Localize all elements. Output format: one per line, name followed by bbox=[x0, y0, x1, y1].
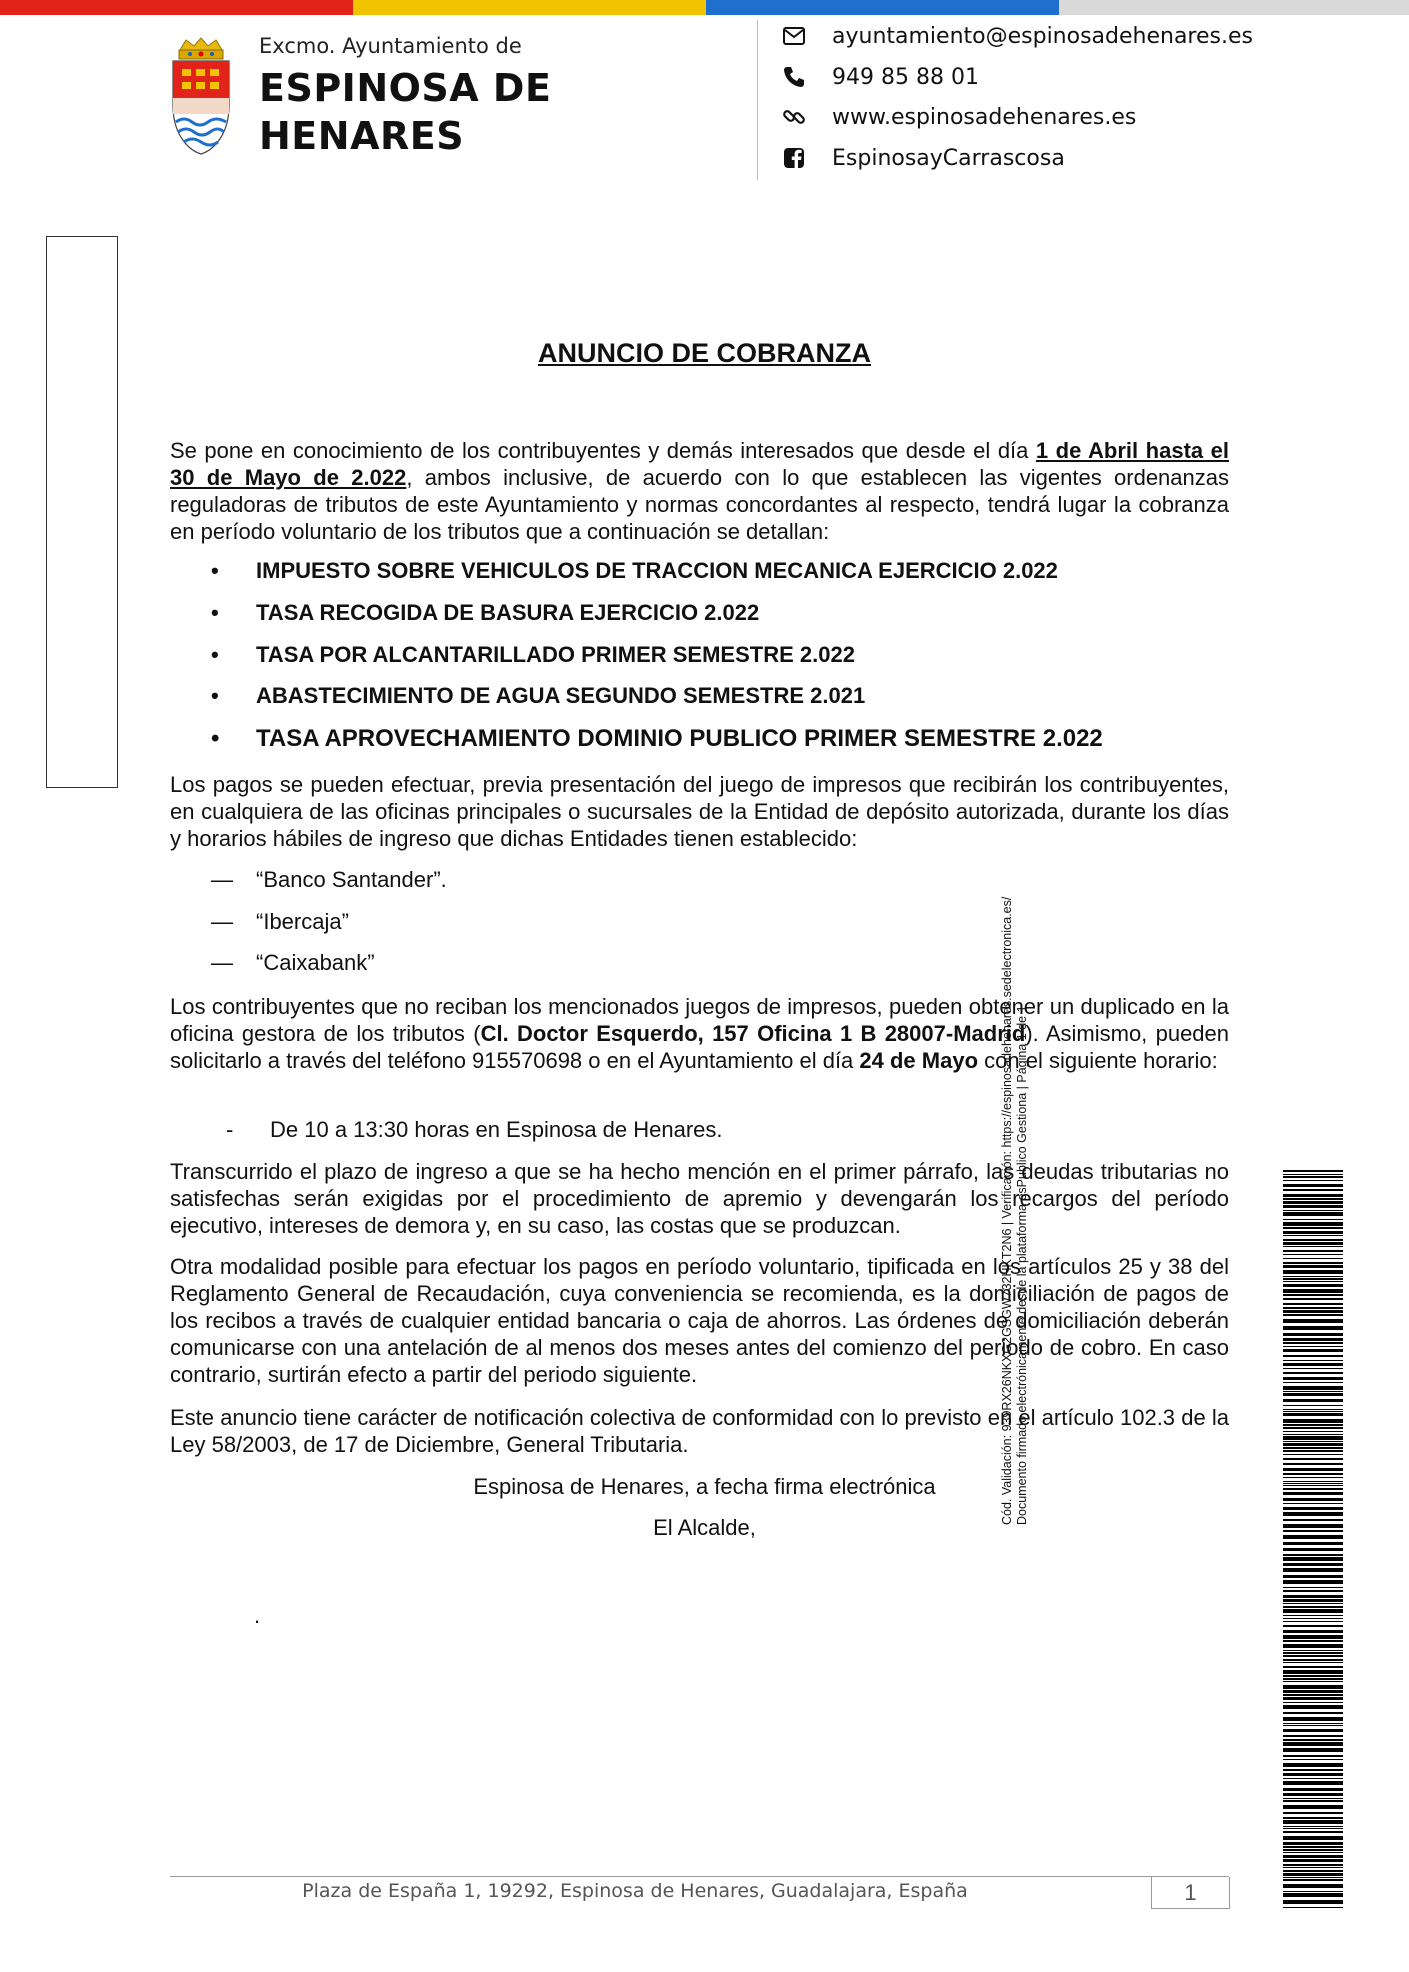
bank-name: “Ibercaja” bbox=[256, 909, 349, 934]
bullet-icon: • bbox=[211, 600, 219, 625]
color-band-gray bbox=[1059, 0, 1409, 15]
notification-paragraph: Este anuncio tiene carácter de notificación colectiva de conformidad con lo previsto en el artículo 102.3 de la Ley 58/2003, de 17 de Diciembre, General Tributaria. bbox=[170, 1405, 1229, 1457]
enforcement-paragraph: Transcurrido el plazo de ingreso a que se ha hecho mención en el primer párrafo, las deudas tributarias no satisfechas serán exigidas por el procedimiento de apremio y devengarán los recargos del período ejecutivo, intereses de demora y, en su caso, las costas que se produzcan. bbox=[170, 1159, 1229, 1238]
contact-facebook-text: EspinosayCarrascosa bbox=[832, 145, 1065, 171]
dash-icon: — bbox=[211, 950, 233, 975]
tax-item-text: TASA POR ALCANTARILLADO PRIMER SEMESTRE 2.022 bbox=[256, 642, 855, 667]
barcode-image bbox=[1283, 1170, 1343, 1908]
tax-item bbox=[211, 600, 759, 626]
bullet-icon: • bbox=[211, 683, 219, 708]
office-address: Cl. Doctor Esquerdo, 157 Oficina 1 B 28007-Madrid bbox=[480, 1021, 1026, 1046]
contact-facebook[interactable] bbox=[782, 142, 1065, 174]
intro-paragraph bbox=[170, 437, 1229, 545]
header-subtitle: Excmo. Ayuntamiento de bbox=[259, 34, 522, 58]
dup-text-a: Los contribuyentes que no reciban los mencionados juegos de impresos, pueden obtener un duplicado en la oficina gestora de los tributos ( bbox=[170, 994, 1229, 1046]
tax-item-text: ABASTECIMIENTO DE AGUA SEGUNDO SEMESTRE 2.021 bbox=[256, 683, 866, 708]
closing-signer: El Alcalde, bbox=[653, 1515, 756, 1540]
bank-name: “Caixabank” bbox=[256, 950, 375, 975]
payments-paragraph: Los pagos se pueden efectuar, previa presentación del juego de impresos que recibirán los contribuyentes, en cualquiera de las oficinas principales o sucursales de la Entidad de depósito autorizada, durante los días y horarios hábiles de ingreso que dichas Entidades tienen establecido: bbox=[170, 772, 1229, 851]
verification-line2: Documento firmado electrónicamente desde la plataforma esPublico Gestiona | Página 1 de 1 bbox=[1015, 1005, 1029, 1525]
color-band-yellow bbox=[353, 0, 706, 15]
contact-phone[interactable] bbox=[782, 61, 979, 93]
closing-place: Espinosa de Henares, a fecha firma electrónica bbox=[473, 1474, 936, 1499]
signature-stamp bbox=[46, 236, 118, 788]
contact-website-text: www.espinosadehenares.es bbox=[832, 104, 1137, 130]
footer-address: Plaza de España 1, 19292, Espinosa de Henares, Guadalajara, España bbox=[302, 1880, 968, 1902]
page-number: 1 bbox=[1151, 1877, 1230, 1909]
envelope-icon bbox=[782, 24, 806, 48]
document-title: ANUNCIO DE COBRANZA bbox=[538, 338, 871, 368]
direct-debit-paragraph: Otra modalidad posible para efectuar los pagos en período voluntario, tipificada en los artículos 25 y 38 del Reglamento General de Recaudación, cuya conveniencia se recomienda, es la domiciliación de pagos de los recibos a través de cualquier entidad bancaria o caja de ahorros. Las órdenes de domiciliación deberán comunicarse con una antelación de al menos dos meses antes del comienzo del periodo de cobro. En caso contrario, surtirán efecto a partir del periodo siguiente. bbox=[170, 1254, 1229, 1387]
facebook-icon bbox=[782, 146, 806, 170]
municipality-name-line1: ESPINOSA DE bbox=[259, 66, 552, 110]
intro-text-b: , ambos inclusive, de acuerdo con lo que establecen las vigentes ordenanzas reguladoras de tributos de este Ayuntamiento y normas concordantes al respecto, tendrá lugar la cobranza en período voluntario de los tributos que a continuación se detallan: bbox=[170, 465, 1229, 544]
dash-icon: — bbox=[211, 909, 233, 934]
bank-item bbox=[211, 950, 375, 976]
tax-item bbox=[211, 558, 1058, 584]
verification-text bbox=[1000, 785, 1030, 1525]
municipality-name bbox=[259, 64, 551, 160]
bank-name: “Banco Santander”. bbox=[256, 867, 447, 892]
bullet-icon: • bbox=[211, 725, 220, 752]
dash-icon: - bbox=[226, 1117, 234, 1142]
signature-dot: . bbox=[254, 1603, 261, 1628]
color-band-blue bbox=[706, 0, 1059, 15]
tax-item bbox=[211, 683, 865, 709]
schedule-item bbox=[226, 1117, 723, 1143]
tax-item-text: IMPUESTO SOBRE VEHICULOS DE TRACCION MECANICA EJERCICIO 2.022 bbox=[256, 558, 1058, 583]
tax-item bbox=[211, 642, 855, 668]
contact-email-text: ayuntamiento@espinosadehenares.es bbox=[832, 23, 1253, 49]
schedule-text: De 10 a 13:30 horas en Espinosa de Henares. bbox=[270, 1117, 723, 1142]
dup-text-c: con el siguiente horario: bbox=[978, 1048, 1218, 1073]
color-band-red bbox=[0, 0, 353, 15]
tax-item-text: TASA RECOGIDA DE BASURA EJERCICIO 2.022 bbox=[256, 600, 760, 625]
bullet-icon: • bbox=[211, 558, 219, 583]
link-icon bbox=[782, 105, 806, 129]
phone-icon bbox=[782, 65, 806, 89]
footer-divider bbox=[170, 1876, 1229, 1877]
header-divider bbox=[757, 20, 758, 180]
office-day: 24 de Mayo bbox=[859, 1048, 979, 1073]
municipality-name-line2: HENARES bbox=[259, 114, 465, 158]
intro-dates: 1 de Abril hasta el 30 de Mayo de 2.022 bbox=[170, 438, 1229, 490]
bank-item bbox=[211, 867, 447, 893]
verification-line1: Cód. Validación: 939RX26NKXG2GSGW732HKT2N6 | Verificación: https://espinosadehenares.sedelectronica.es/ bbox=[1000, 896, 1014, 1525]
intro-text-a: Se pone en conocimiento de los contribuyentes y demás interesados que desde el día bbox=[170, 438, 1036, 463]
contact-website[interactable] bbox=[782, 101, 1136, 133]
coat-of-arms-logo bbox=[170, 36, 232, 156]
contact-phone-text: 949 85 88 01 bbox=[832, 64, 979, 90]
tax-item bbox=[211, 725, 1103, 753]
bullet-icon: • bbox=[211, 642, 219, 667]
tax-item-text: TASA APROVECHAMIENTO DOMINIO PUBLICO PRIMER SEMESTRE 2.022 bbox=[256, 725, 1103, 752]
dup-text-b: ). Asimismo, pueden solicitarlo a través del teléfono 915570698 o en el Ayuntamiento el día bbox=[170, 1021, 1230, 1073]
dash-icon: — bbox=[211, 867, 233, 892]
contact-email[interactable] bbox=[782, 20, 1253, 52]
duplicate-paragraph bbox=[170, 993, 1229, 1074]
bank-item bbox=[211, 909, 349, 935]
